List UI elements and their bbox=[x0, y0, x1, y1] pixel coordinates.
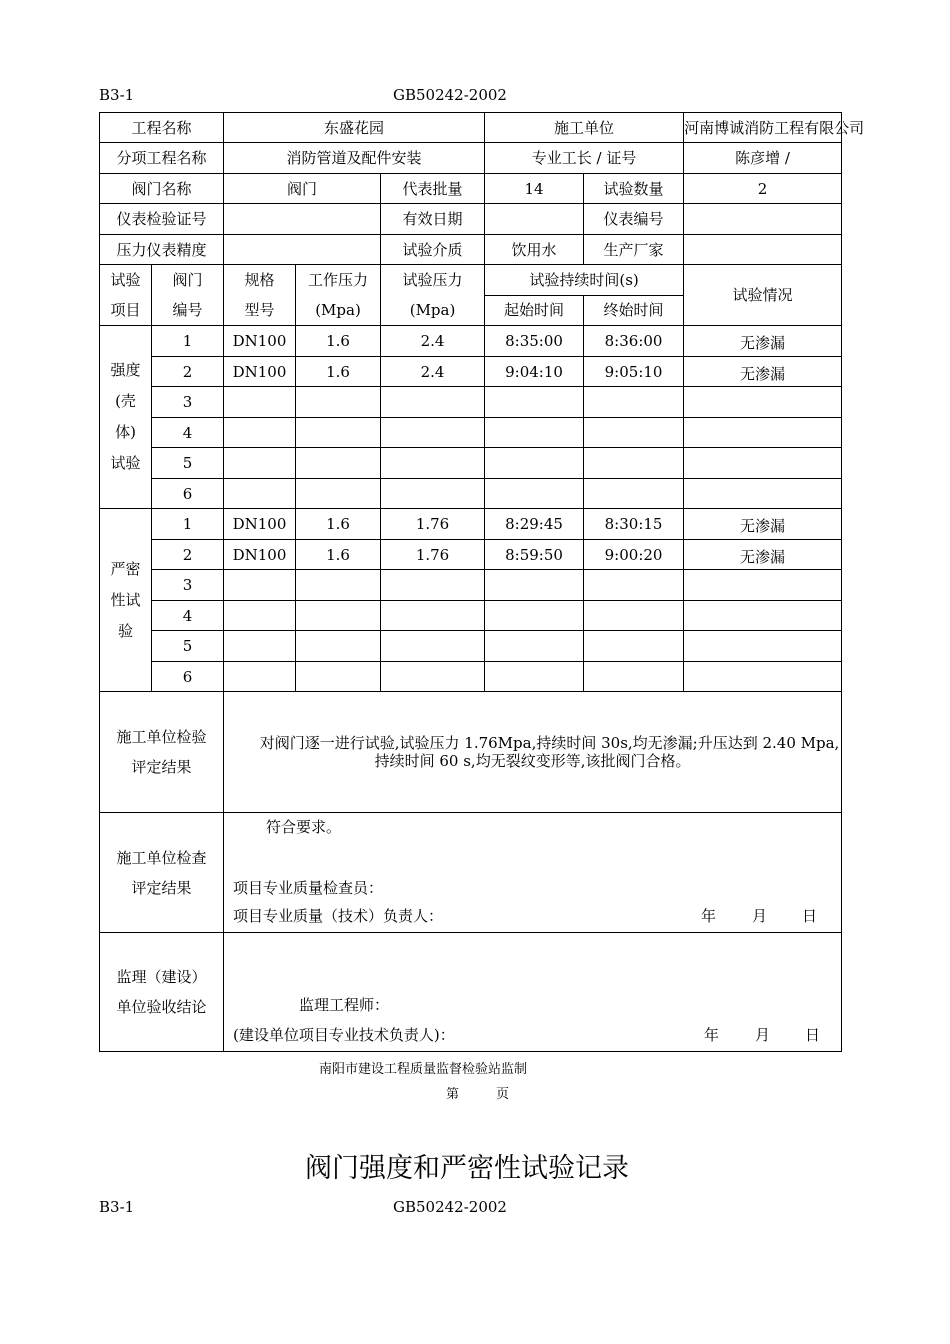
second-standard-code: GB50242-2002 bbox=[393, 1198, 507, 1216]
tightness-end-cell bbox=[584, 570, 684, 601]
tightness-spec-cell bbox=[224, 601, 296, 631]
tightness-work-cell bbox=[296, 631, 381, 662]
tightness-no-cell: 1 bbox=[152, 509, 224, 540]
info-row-1 bbox=[100, 113, 842, 143]
strength-end-cell bbox=[584, 448, 684, 479]
medium-label: 试验介质 bbox=[381, 235, 485, 265]
tightness-spec-cell: DN100 bbox=[224, 509, 296, 540]
strength-test-cell bbox=[381, 387, 485, 418]
tightness-result-cell bbox=[684, 601, 842, 631]
strength-result-cell: 无渗漏 bbox=[684, 357, 842, 387]
tightness-end-cell bbox=[584, 631, 684, 662]
strength-spec-cell: DN100 bbox=[224, 326, 296, 357]
valve-test-table bbox=[99, 112, 865, 1052]
valid-date-label: 有效日期 bbox=[381, 204, 485, 235]
supervision-day: 日 bbox=[805, 1026, 821, 1044]
maker-label: 生产厂家 bbox=[584, 235, 684, 265]
supervision-owner: (建设单位项目专业技术负责人)： bbox=[233, 1026, 455, 1044]
inspection-row bbox=[100, 692, 842, 813]
tightness-result-cell: 无渗漏 bbox=[684, 509, 842, 540]
tightness-no-cell: 2 bbox=[152, 540, 224, 570]
strength-work-cell bbox=[296, 387, 381, 418]
strength-no-cell: 4 bbox=[152, 418, 224, 448]
col-spec-line2: 型号 bbox=[244, 301, 275, 319]
strength-no-cell: 6 bbox=[152, 479, 224, 509]
col-test-item-line1: 试验 bbox=[110, 271, 141, 289]
strength-row bbox=[100, 448, 842, 479]
tightness-result-cell bbox=[684, 570, 842, 601]
tightness-row bbox=[100, 509, 842, 540]
test-qty-value: 2 bbox=[684, 174, 842, 204]
project-name-value: 东盛花园 bbox=[224, 113, 485, 143]
tightness-no-cell: 6 bbox=[152, 662, 224, 692]
strength-no-cell: 3 bbox=[152, 387, 224, 418]
info-row-4 bbox=[100, 204, 842, 235]
foreman-value: 陈彦增 / bbox=[684, 143, 842, 174]
batch-label: 代表批量 bbox=[381, 174, 485, 204]
strength-no-cell: 2 bbox=[152, 357, 224, 387]
strength-test-cell bbox=[381, 479, 485, 509]
strength-no-cell: 5 bbox=[152, 448, 224, 479]
tightness-test-cell bbox=[381, 662, 485, 692]
col-spec-line1: 规格 bbox=[244, 271, 275, 289]
tightness-result-cell: 无渗漏 bbox=[684, 540, 842, 570]
strength-work-cell bbox=[296, 418, 381, 448]
col-work-pressure bbox=[296, 265, 381, 326]
batch-value: 14 bbox=[485, 174, 584, 204]
tightness-spec-cell: DN100 bbox=[224, 540, 296, 570]
strength-row bbox=[100, 387, 842, 418]
tightness-work-cell bbox=[296, 601, 381, 631]
tightness-spec-cell bbox=[224, 662, 296, 692]
strength-test-cell bbox=[381, 418, 485, 448]
meter-no-value bbox=[684, 204, 842, 235]
strength-result-cell: 无渗漏 bbox=[684, 326, 842, 357]
strength-spec-cell bbox=[224, 418, 296, 448]
col-spec bbox=[224, 265, 296, 326]
strength-row bbox=[100, 326, 842, 357]
strength-work-cell bbox=[296, 479, 381, 509]
valid-date-value bbox=[485, 204, 584, 235]
medium-value: 饮用水 bbox=[485, 235, 584, 265]
column-header-row-1 bbox=[100, 265, 842, 296]
supervision-year: 年 bbox=[704, 1026, 720, 1044]
info-row-5 bbox=[100, 235, 842, 265]
inspection-label-line2: 评定结果 bbox=[131, 758, 192, 776]
col-duration: 试验持续时间(s) bbox=[485, 265, 684, 296]
tightness-work-cell: 1.6 bbox=[296, 509, 381, 540]
tightness-section bbox=[100, 509, 842, 692]
tightness-label-line: 性试 bbox=[110, 590, 141, 609]
tightness-work-cell bbox=[296, 570, 381, 601]
strength-spec-cell: DN100 bbox=[224, 357, 296, 387]
col-work-pressure-line1: 工作压力 bbox=[308, 271, 369, 289]
check-label bbox=[100, 813, 224, 933]
strength-no-cell: 1 bbox=[152, 326, 224, 357]
inspection-label-line1: 施工单位检验 bbox=[116, 728, 207, 746]
valve-name-value: 阀门 bbox=[224, 174, 381, 204]
tightness-label bbox=[100, 509, 152, 692]
second-form-code: B3-1 bbox=[99, 1198, 135, 1216]
tightness-no-cell: 3 bbox=[152, 570, 224, 601]
strength-work-cell: 1.6 bbox=[296, 357, 381, 387]
strength-work-cell: 1.6 bbox=[296, 326, 381, 357]
strength-result-cell bbox=[684, 479, 842, 509]
strength-row bbox=[100, 418, 842, 448]
tightness-end-cell bbox=[584, 601, 684, 631]
supervision-month: 月 bbox=[755, 1026, 771, 1044]
contractor-label: 施工单位 bbox=[485, 113, 684, 143]
standard-code: GB50242-2002 bbox=[393, 86, 507, 104]
tightness-test-cell: 1.76 bbox=[381, 540, 485, 570]
inspection-text: 对阀门逐一进行试验,试验压力 1.76Mpa,持续时间 30s,均无渗漏;升压达到 2.40 Mpa,持续时间 60 s,均无裂纹变形等,该批阀门合格。 bbox=[224, 692, 842, 813]
supervising-station: 南阳市建设工程质量监督检验站监制 bbox=[319, 1062, 528, 1077]
strength-spec-cell bbox=[224, 387, 296, 418]
strength-start-cell bbox=[485, 418, 584, 448]
strength-result-cell bbox=[684, 418, 842, 448]
tightness-start-cell: 8:59:50 bbox=[485, 540, 584, 570]
tightness-label-line: 验 bbox=[117, 621, 133, 640]
tightness-row bbox=[100, 570, 842, 601]
tightness-start-cell: 8:29:45 bbox=[485, 509, 584, 540]
strength-spec-cell bbox=[224, 448, 296, 479]
tightness-row bbox=[100, 631, 842, 662]
tightness-start-cell bbox=[485, 570, 584, 601]
strength-section bbox=[100, 326, 842, 509]
strength-label-line: (壳 bbox=[115, 392, 136, 410]
precision-value bbox=[224, 235, 381, 265]
col-test-item bbox=[100, 265, 152, 326]
tightness-work-cell bbox=[296, 662, 381, 692]
supervision-label-line2: 单位验收结论 bbox=[116, 998, 207, 1016]
strength-label bbox=[100, 326, 152, 509]
strength-test-cell: 2.4 bbox=[381, 357, 485, 387]
check-label-line2: 评定结果 bbox=[131, 878, 192, 897]
supervision-row bbox=[100, 933, 842, 1052]
info-row-3 bbox=[100, 174, 842, 204]
strength-spec-cell bbox=[224, 479, 296, 509]
page-prefix: 第 bbox=[446, 1087, 460, 1102]
project-name-label: 工程名称 bbox=[100, 113, 224, 143]
tightness-start-cell bbox=[485, 662, 584, 692]
check-inspector: 项目专业质量检查员： bbox=[233, 879, 384, 897]
page-title: 阀门强度和严密性试验记录 bbox=[305, 1153, 629, 1184]
tightness-test-cell bbox=[381, 601, 485, 631]
strength-row bbox=[100, 479, 842, 509]
strength-test-cell: 2.4 bbox=[381, 326, 485, 357]
meter-no-label: 仪表编号 bbox=[584, 204, 684, 235]
strength-work-cell bbox=[296, 448, 381, 479]
cert-value bbox=[224, 204, 381, 235]
inspection-label bbox=[100, 692, 224, 813]
cert-label: 仪表检验证号 bbox=[100, 204, 224, 235]
col-test-item-line2: 项目 bbox=[110, 301, 141, 319]
tightness-end-cell: 8:30:15 bbox=[584, 509, 684, 540]
supervision-content bbox=[224, 933, 842, 1052]
strength-label-line: 试验 bbox=[110, 454, 141, 472]
tightness-test-cell bbox=[381, 631, 485, 662]
col-valve-no-line1: 阀门 bbox=[172, 271, 203, 289]
col-valve-no-line2: 编号 bbox=[172, 301, 203, 319]
foreman-label: 专业工长 / 证号 bbox=[485, 143, 684, 174]
check-month: 月 bbox=[752, 907, 768, 925]
strength-end-cell bbox=[584, 387, 684, 418]
strength-end-cell: 9:05:10 bbox=[584, 357, 684, 387]
tightness-end-cell bbox=[584, 662, 684, 692]
subproject-label: 分项工程名称 bbox=[100, 143, 224, 174]
check-year: 年 bbox=[701, 907, 717, 925]
check-content bbox=[224, 813, 842, 933]
tightness-no-cell: 4 bbox=[152, 601, 224, 631]
strength-label-line: 体) bbox=[115, 423, 136, 441]
check-conform: 符合要求。 bbox=[266, 818, 342, 836]
valve-name-label: 阀门名称 bbox=[100, 174, 224, 204]
strength-test-cell bbox=[381, 448, 485, 479]
check-label-line1: 施工单位检查 bbox=[116, 848, 207, 867]
subproject-value: 消防管道及配件安装 bbox=[224, 143, 485, 174]
tightness-work-cell: 1.6 bbox=[296, 540, 381, 570]
col-test-pressure-line1: 试验压力 bbox=[402, 271, 463, 289]
strength-row bbox=[100, 357, 842, 387]
tightness-row bbox=[100, 662, 842, 692]
info-row-2 bbox=[100, 143, 842, 174]
check-day: 日 bbox=[802, 907, 818, 925]
strength-start-cell: 9:04:10 bbox=[485, 357, 584, 387]
tightness-end-cell: 9:00:20 bbox=[584, 540, 684, 570]
tightness-spec-cell bbox=[224, 631, 296, 662]
col-result: 试验情况 bbox=[684, 265, 842, 326]
strength-end-cell: 8:36:00 bbox=[584, 326, 684, 357]
tightness-start-cell bbox=[485, 601, 584, 631]
strength-result-cell bbox=[684, 387, 842, 418]
supervision-label-line1: 监理（建设） bbox=[116, 968, 207, 986]
form-code: B3-1 bbox=[99, 86, 135, 104]
col-work-pressure-line2: (Mpa) bbox=[315, 301, 361, 319]
strength-start-cell bbox=[485, 479, 584, 509]
strength-label-line: 强度 bbox=[110, 361, 141, 379]
tightness-row bbox=[100, 540, 842, 570]
tightness-test-cell bbox=[381, 570, 485, 601]
check-manager: 项目专业质量（技术）负责人： bbox=[233, 907, 444, 925]
tightness-result-cell bbox=[684, 662, 842, 692]
check-row bbox=[100, 813, 842, 933]
strength-start-cell bbox=[485, 448, 584, 479]
strength-start-cell bbox=[485, 387, 584, 418]
tightness-spec-cell bbox=[224, 570, 296, 601]
strength-end-cell bbox=[584, 479, 684, 509]
strength-result-cell bbox=[684, 448, 842, 479]
page-suffix: 页 bbox=[496, 1087, 510, 1102]
test-qty-label: 试验数量 bbox=[584, 174, 684, 204]
tightness-no-cell: 5 bbox=[152, 631, 224, 662]
supervision-label bbox=[100, 933, 224, 1052]
col-valve-no bbox=[152, 265, 224, 326]
tightness-start-cell bbox=[485, 631, 584, 662]
col-test-pressure bbox=[381, 265, 485, 326]
tightness-row bbox=[100, 601, 842, 631]
col-start-time: 起始时间 bbox=[485, 295, 584, 326]
contractor-value: 河南博诚消防工程有限公司 bbox=[684, 113, 842, 143]
precision-label: 压力仪表精度 bbox=[100, 235, 224, 265]
tightness-label-line: 严密 bbox=[110, 559, 141, 578]
strength-end-cell bbox=[584, 418, 684, 448]
supervision-engineer: 监理工程师： bbox=[299, 996, 390, 1014]
col-end-time: 终始时间 bbox=[584, 295, 684, 326]
strength-start-cell: 8:35:00 bbox=[485, 326, 584, 357]
tightness-test-cell: 1.76 bbox=[381, 509, 485, 540]
tightness-result-cell bbox=[684, 631, 842, 662]
maker-value bbox=[684, 235, 842, 265]
col-test-pressure-line2: (Mpa) bbox=[409, 301, 456, 319]
